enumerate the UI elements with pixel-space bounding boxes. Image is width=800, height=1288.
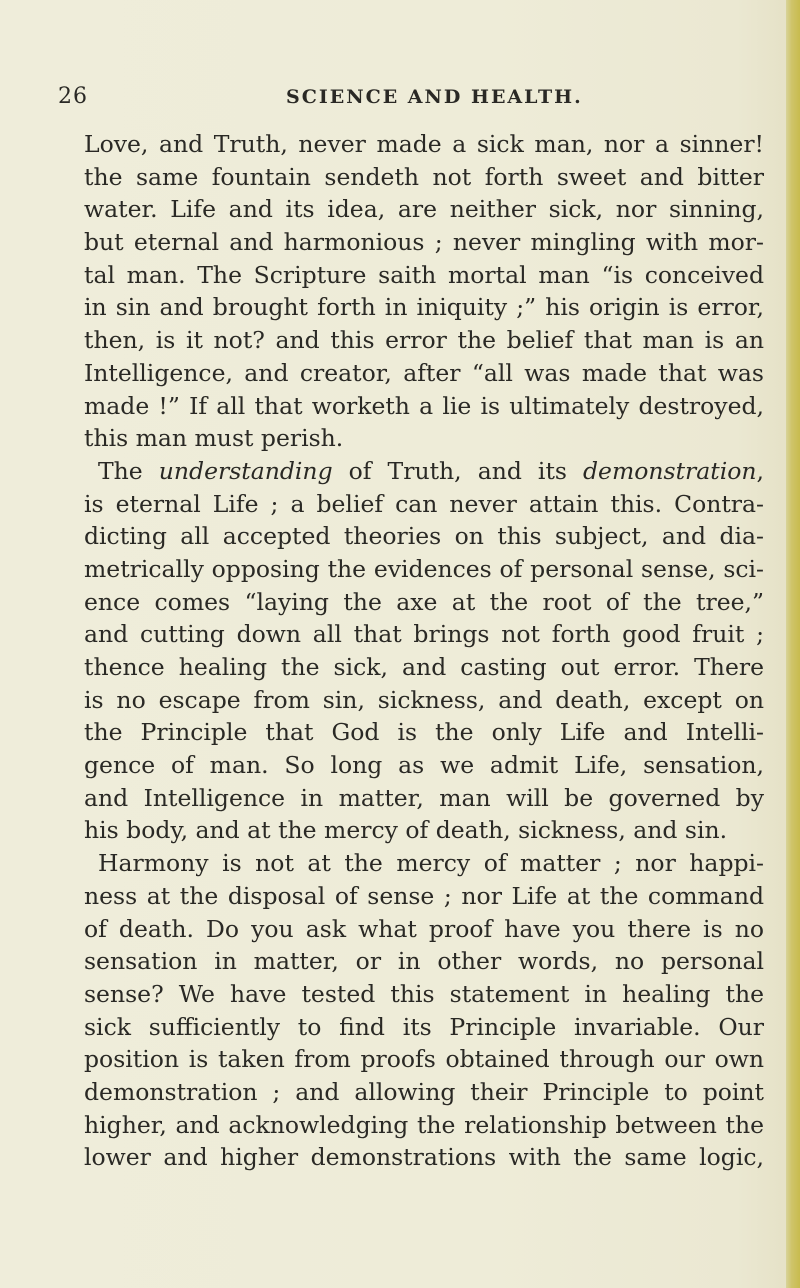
text-line: is no escape from sin, sickness, and death, except on [84,685,764,714]
text-line: sense? We have tested this statement in healing the [84,979,764,1008]
text-line: the Principle that God is the only Life and Intelli- [84,718,764,747]
text-line: tal man. The Scripture saith mortal man “is conceived [84,260,764,289]
page-number: 26 [58,84,88,109]
text-line: water. Life and its idea, are neither sick, nor sinning, [84,195,764,224]
text-line: then, is it not? and this error the belief that man is an [84,326,764,355]
text-line [84,455,764,488]
text-line: in sin and brought forth in iniquity ;” his origin is error, [84,293,764,322]
text-line: position is taken from proofs obtained through our own [84,1045,764,1074]
text-line: ness at the disposal of sense ; nor Life at the command [84,881,764,910]
text-line: this man must perish. [84,424,344,453]
text-line: made !” If all that worketh a lie is ultimately destroyed, [84,391,764,420]
text-line: higher, and acknowledging the relationship between the [84,1110,764,1139]
text-line: thence healing the sick, and casting out error. There [84,653,764,681]
page-binding-edge [786,0,800,1288]
text-line: and cutting down all that brings not forth good fruit ; [84,620,764,649]
text-line: Love, and Truth, never made a sick man, nor a sinner! [84,130,764,158]
text-line: and Intelligence in matter, man will be governed by [84,783,764,812]
text-line: of death. Do you ask what proof have you there is no [84,914,764,943]
page-header [58,84,758,114]
body-text [84,128,764,1174]
running-head: SCIENCE AND HEALTH. [286,86,583,108]
emphasis-demonstration: demonstration [583,456,757,485]
text-line: ence comes “laying the axe at the root of the tree,” [84,587,764,616]
text-line: Intelligence, and creator, after “all was made that was [84,358,764,387]
text-line: sick sufficiently to find its Principle invariable. Our [84,1012,764,1041]
text-run: , [756,456,764,485]
text-line: metrically opposing the evidences of personal sense, sci- [84,554,764,583]
emphasis-understanding: understanding [158,456,333,485]
text-line: demonstration ; and allowing their Principle to point [84,1077,764,1106]
text-line: gence of man. So long as we admit Life, sensation, [84,751,764,780]
text-line: is eternal Life ; a belief can never attain this. Contra- [84,489,764,518]
text-run: The [98,456,159,485]
text-line: Harmony is not at the mercy of matter ; nor happi- [98,849,764,878]
text-line: the same fountain sendeth not forth sweet and bitter [84,162,764,191]
text-line: sensation in matter, or in other words, no personal [84,947,764,976]
text-line: lower and higher demonstrations with the same logic, [84,1143,764,1172]
text-line: but eternal and harmonious ; never mingling with mor- [84,228,764,257]
text-line: his body, and at the mercy of death, sickness, and sin. [84,816,728,845]
text-run: of Truth, and its [332,456,583,485]
text-line: dicting all accepted theories on this subject, and dia- [84,522,764,551]
